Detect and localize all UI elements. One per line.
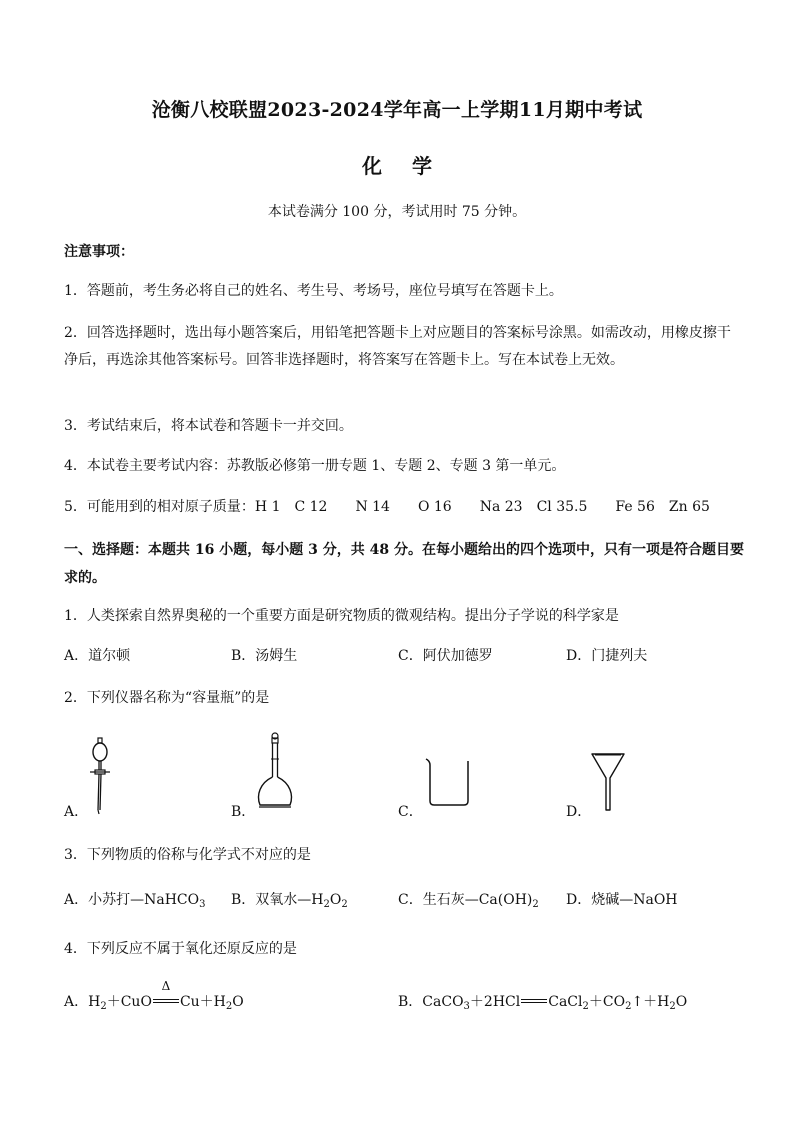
q1-option-d: D．门捷列夫 (566, 648, 648, 664)
reactant: CaCO (422, 994, 464, 1010)
q3-option-c (398, 889, 539, 909)
q2-option-c: C． (398, 804, 423, 820)
q1-option-c: C．阿伏加德罗 (398, 648, 493, 664)
heat-condition-label: Δ (161, 979, 171, 993)
formula-subscript: 2 (532, 899, 539, 910)
separatory-funnel-icon (86, 738, 116, 816)
chemical-formula: Ca(OH) (478, 892, 533, 908)
product: O (232, 994, 244, 1010)
question-4-stem: 4．下列反应不属于氧化还原反应的是 (64, 941, 297, 957)
volumetric-flask-icon (256, 733, 296, 813)
option-letter: D． (566, 892, 592, 908)
option-letter: A． (64, 892, 89, 908)
q1-option-a: A．道尔顿 (64, 648, 131, 664)
question-2-stem: 2．下列仪器名称为“容量瓶”的是 (64, 690, 270, 706)
q4-option-b (398, 991, 687, 1011)
equals-sign (521, 999, 547, 1003)
question-1-stem: 1．人类探索自然界奥秘的一个重要方面是研究物质的微观结构。提出分子学说的科学家是 (64, 608, 619, 624)
reactant: ＋2HCl (469, 994, 521, 1010)
option-name: 小苏打— (88, 892, 145, 908)
q3-option-d (566, 889, 678, 909)
q4-option-a (64, 979, 244, 1012)
q3-option-a (64, 889, 206, 909)
product: O (675, 994, 688, 1010)
subject-title: 化学 (362, 154, 462, 178)
chemical-formula: H (311, 892, 324, 908)
option-letter: B． (398, 994, 423, 1010)
section-heading: 一、选择题：本题共 16 小题，每小题 3 分，共 48 分。在每小题给出的四个选项中，只有一项是符合题目要求的。 (64, 542, 744, 586)
option-letter: A． (64, 994, 89, 1010)
option-letter: B． (231, 892, 256, 908)
q2-option-d: D． (566, 804, 592, 820)
q1-option-b: B．汤姆生 (231, 648, 298, 664)
chemical-formula-part: O (329, 892, 342, 908)
formula-subscript: 2 (625, 1001, 632, 1012)
product: ＋H (643, 994, 670, 1010)
chemical-formula: NaHCO (144, 892, 200, 908)
q3-option-b (231, 889, 348, 909)
question-3-stem: 3．下列物质的俗称与化学式不对应的是 (64, 847, 311, 863)
formula-subscript: 2 (341, 899, 348, 910)
product: ＋CO (588, 994, 626, 1010)
chemical-formula: NaOH (633, 892, 678, 908)
option-letter: C． (398, 892, 423, 908)
score-note: 本试卷满分 100 分，考试用时 75 分钟。 (267, 204, 527, 220)
q2-option-a: A． (64, 804, 89, 820)
formula-subscript: 2 (323, 899, 330, 910)
funnel-icon (590, 752, 626, 814)
heating-equals-sign (152, 979, 180, 1010)
gas-arrow-icon: ↑ (631, 994, 644, 1010)
beaker-icon (424, 757, 474, 807)
option-name: 生石灰— (422, 892, 479, 908)
note-item-3: 3．考试结束后，将本试卷和答题卡一并交回。 (64, 418, 353, 434)
formula-subscript: 2 (100, 1001, 107, 1012)
formula-subscript: 2 (582, 1001, 589, 1012)
exam-title: 沧衡八校联盟2023-2024学年高一上学期11月期中考试 (151, 99, 643, 121)
reactant: H (88, 994, 101, 1010)
formula-subscript: 3 (463, 1001, 470, 1012)
option-name: 烧碱— (591, 892, 634, 908)
product: Cu＋H (179, 994, 226, 1010)
note-item-1: 1．答题前，考生务必将自己的姓名、考生号、考场号，座位号填写在答题卡上。 (64, 283, 563, 299)
formula-subscript: 2 (225, 1001, 233, 1012)
reactant: ＋CuO (106, 994, 152, 1010)
formula-subscript: 2 (669, 1001, 676, 1012)
notes-heading: 注意事项： (64, 244, 134, 260)
product: CaCl (548, 994, 583, 1010)
option-name: 双氧水— (255, 892, 312, 908)
formula-subscript: 3 (199, 899, 206, 910)
note-item-5: 5．可能用到的相对原子质量：H 1 C 12 N 14 O 16 Na 23 Cl 35.5 Fe 56 Zn 65 (64, 499, 710, 515)
note-item-4: 4．本试卷主要考试内容：苏教版必修第一册专题 1、专题 2、专题 3 第一单元。 (64, 458, 566, 474)
q2-option-b: B． (231, 804, 256, 820)
note-item-2: 2．回答选择题时，选出每小题答案后，用铅笔把答题卡上对应题目的答案标号涂黑。如需改动，用橡皮擦干净后，再选涂其他答案标号。回答非选择题时，将答案写在答题卡上。写在本试卷上无效。 (64, 325, 731, 368)
